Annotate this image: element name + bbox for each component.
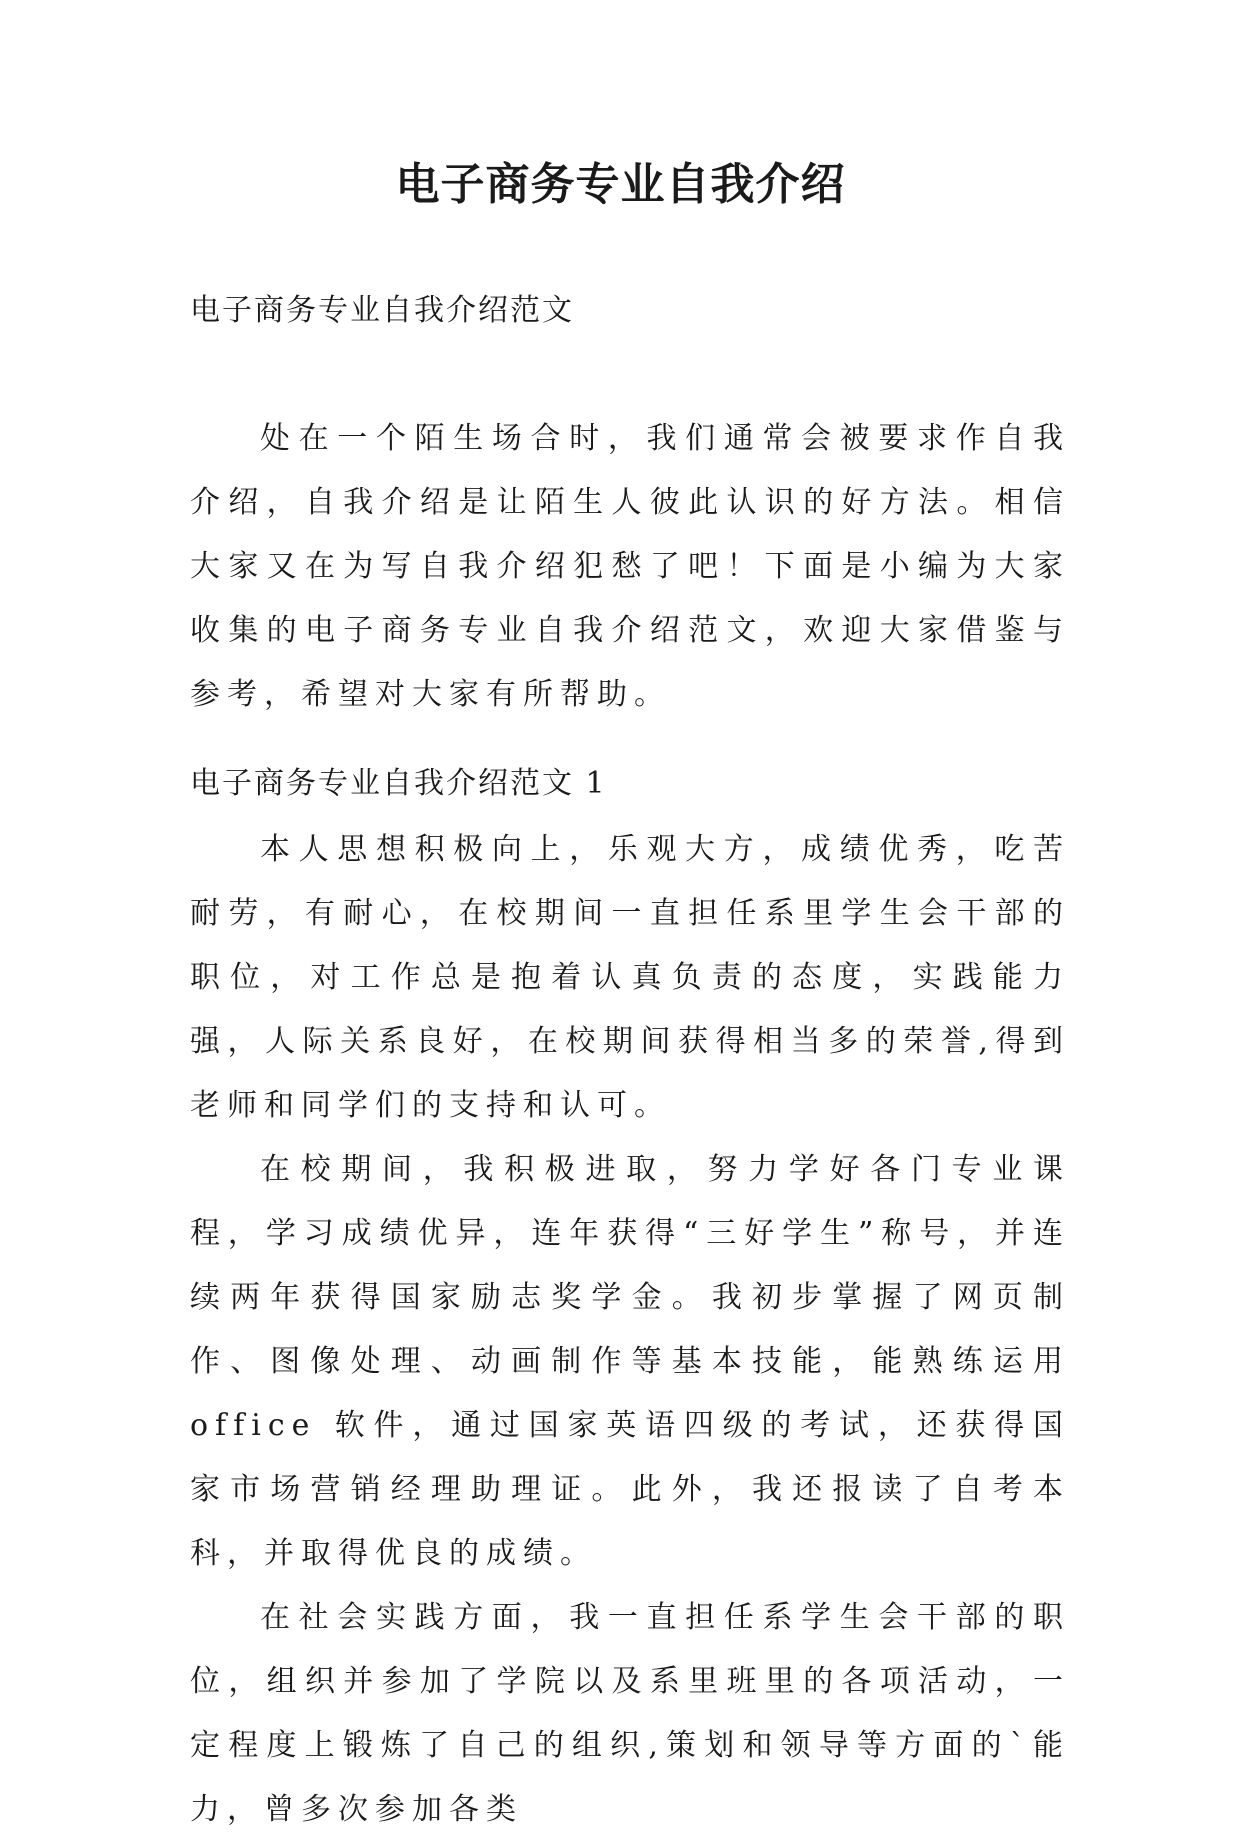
section-1: [190, 764, 1070, 1842]
document-title: 电子商务专业自我介绍: [395, 159, 846, 210]
body-paragraph-1: 本人思想积极向上，乐观大方，成绩优秀，吃苦耐劳，有耐心，在校期间一直担任系里学生会干部的职位，对工作总是抱着认真负责的态度，实践能力强，人际关系良好，在校期间获得相当多的荣誉,得到老师和同学们的支持和认可。: [190, 832, 1070, 1123]
body-paragraph-2: 在校期间，我积极进取，努力学好各门专业课程，学习成绩优异，连年获得“三好学生”称号，并连续两年获得国家励志奖学金。我初步掌握了网页制作、图像处理、动画制作等基本技能，能熟练运用 office 软件，通过国家英语四级的考试，还获得国家市场营销经理助理证。此外，我还报读了自考本科，并取得优良的成绩。: [190, 1152, 1070, 1571]
section-heading: 电子商务专业自我介绍范文 1: [190, 766, 607, 801]
document-subtitle: 电子商务专业自我介绍范文: [190, 293, 574, 328]
body-paragraph-3: 在社会实践方面，我一直担任系学生会干部的职位，组织并参加了学院以及系里班里的各项活动，一定程度上锻炼了自己的组织,策划和领导等方面的`能力，曾多次参加各类: [190, 1600, 1070, 1827]
intro-paragraph: 处在一个陌生场合时，我们通常会被要求作自我介绍，自我介绍是让陌生人彼此认识的好方法。相信大家又在为写自我介绍犯愁了吧！下面是小编为大家收集的电子商务专业自我介绍范文，欢迎大家借鉴与参考，希望对大家有所帮助。: [190, 421, 1070, 712]
